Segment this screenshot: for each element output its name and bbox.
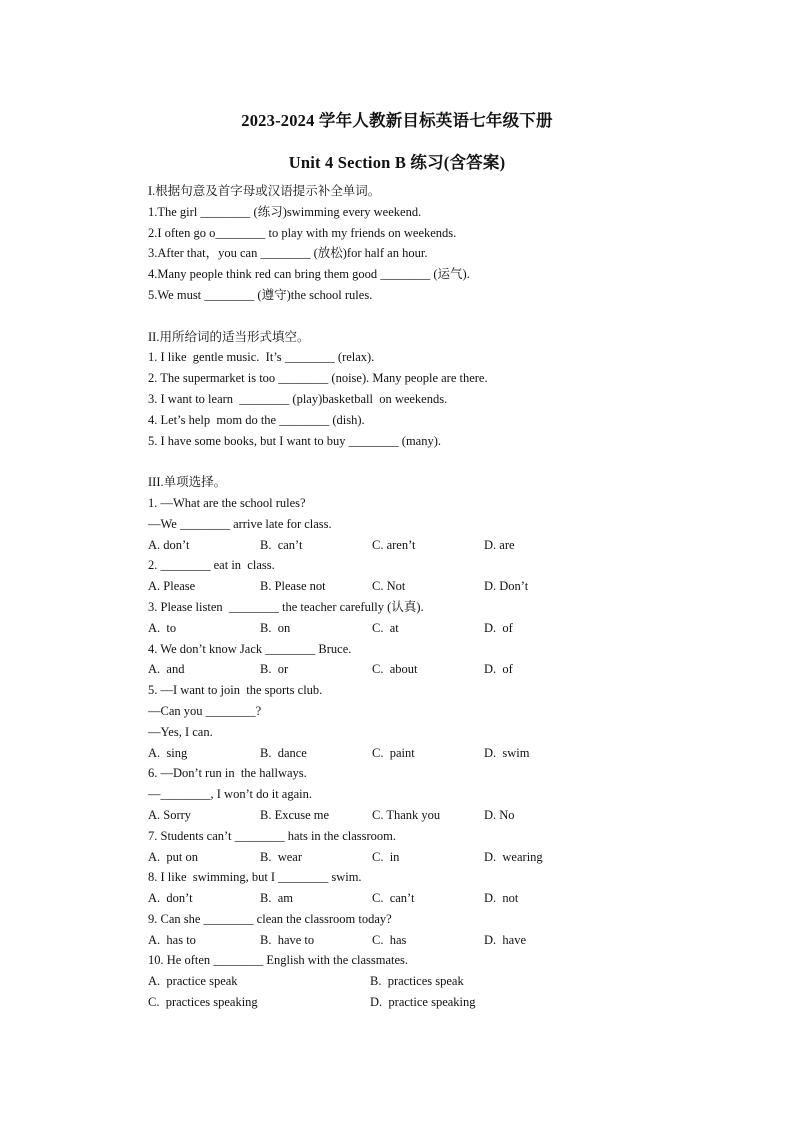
page-subtitle: Unit 4 Section B 练习(含答案) <box>288 153 506 172</box>
option-d: D. wearing <box>484 849 543 864</box>
option-d: D. No <box>484 807 515 822</box>
option-a: A. Sorry <box>148 807 192 822</box>
question-options <box>148 971 668 992</box>
option-d: D. have <box>484 932 526 947</box>
option-c: C. about <box>372 662 418 677</box>
question-stem: 9. Can she ________ clean the classroom today? <box>148 911 392 926</box>
section-1-item: 3.After that，you can ________ (放松)for half an hour. <box>148 246 428 261</box>
worksheet-content <box>148 181 668 1013</box>
question-stem: 1. —What are the school rules? <box>148 495 306 510</box>
option-b: B. Please not <box>260 579 326 594</box>
page-title: 2023-2024 学年人教新目标英语七年级下册 <box>241 111 553 130</box>
question-options <box>148 805 668 826</box>
question-stem: 8. I like swimming, but I ________ swim. <box>148 870 362 885</box>
option-c: C. at <box>372 620 399 635</box>
question-stem: —We ________ arrive late for class. <box>148 516 332 531</box>
question-stem: —________, I won’t do it again. <box>148 787 312 802</box>
section-2-heading: II.用所给词的适当形式填空。 <box>148 329 310 344</box>
question-stem: 3. Please listen ________ the teacher carefully (认真). <box>148 599 424 614</box>
section-2-item: 4. Let’s help mom do the ________ (dish). <box>148 412 365 427</box>
question-stem: 10. He often ________ English with the classmates. <box>148 953 409 968</box>
option-d: D. of <box>484 662 513 677</box>
option-c: C. in <box>372 849 400 864</box>
section-1-item: 5.We must ________ (遵守)the school rules. <box>148 287 373 302</box>
option-b: B. on <box>260 620 291 635</box>
option-c: C. aren’t <box>372 537 416 552</box>
option-a: A. practice speak <box>148 974 238 989</box>
option-b: B. practices speak <box>370 974 464 989</box>
section-1-heading: I.根据句意及首字母或汉语提示补全单词。 <box>148 184 381 198</box>
option-c: C. paint <box>372 745 415 760</box>
option-a: A. don’t <box>148 537 190 552</box>
spacer <box>148 451 668 472</box>
question-options <box>148 743 668 764</box>
option-d: D. practice speaking <box>370 995 476 1010</box>
option-a: A. to <box>148 620 177 635</box>
section-1-item: 4.Many people think red can bring them good ________ (运气). <box>148 267 470 282</box>
option-c: C. Not <box>372 579 406 594</box>
option-c: C. practices speaking <box>148 995 258 1010</box>
section-2-item: 3. I want to learn ________ (play)basketball on weekends. <box>148 391 448 406</box>
option-d: D. swim <box>484 745 530 760</box>
option-b: B. dance <box>260 745 307 760</box>
option-a: A. sing <box>148 745 188 760</box>
question-stem: 2. ________ eat in class. <box>148 558 275 573</box>
option-d: D. are <box>484 537 515 552</box>
option-c: C. Thank you <box>372 807 441 822</box>
question-stem: 7. Students can’t ________ hats in the classroom. <box>148 828 397 843</box>
option-a: A. don’t <box>148 891 193 906</box>
option-a: A. Please <box>148 579 196 594</box>
question-options <box>148 847 668 868</box>
question-options <box>148 659 668 680</box>
question-stem: —Can you ________? <box>148 703 262 718</box>
question-options <box>148 576 668 597</box>
option-b: B. Excuse me <box>260 807 330 822</box>
question-options <box>148 930 668 951</box>
section-2-item: 2. The supermarket is too ________ (noise). Many people are there. <box>148 371 488 386</box>
option-a: A. has to <box>148 932 196 947</box>
option-b: B. wear <box>260 849 302 864</box>
question-stem: 4. We don’t know Jack ________ Bruce. <box>148 641 352 656</box>
option-d: D. not <box>484 891 519 906</box>
section-1-item: 1.The girl ________ (练习)swimming every weekend. <box>148 204 422 219</box>
question-stem: —Yes, I can. <box>148 724 213 739</box>
option-b: B. have to <box>260 932 315 947</box>
option-b: B. am <box>260 891 293 906</box>
spacer <box>148 306 668 327</box>
option-d: D. of <box>484 620 513 635</box>
question-options <box>148 888 668 909</box>
option-c: C. can’t <box>372 891 415 906</box>
section-2-item: 5. I have some books, but I want to buy ________ (many). <box>148 433 442 448</box>
option-d: D. Don’t <box>484 579 529 594</box>
question-options <box>148 992 668 1013</box>
section-1-item: 2.I often go o________ to play with my friends on weekends. <box>148 225 457 240</box>
question-stem: 5. —I want to join the sports club. <box>148 683 323 698</box>
section-2-item: 1. I like gentle music. It’s ________ (relax). <box>148 350 375 365</box>
question-options <box>148 535 668 556</box>
question-stem: 6. —Don’t run in the hallways. <box>148 766 307 781</box>
option-b: B. or <box>260 662 289 677</box>
option-a: A. and <box>148 662 185 677</box>
option-c: C. has <box>372 932 407 947</box>
section-3-heading: III.单项选择。 <box>148 475 227 490</box>
option-a: A. put on <box>148 849 198 864</box>
question-options <box>148 618 668 639</box>
option-b: B. can’t <box>260 537 303 552</box>
